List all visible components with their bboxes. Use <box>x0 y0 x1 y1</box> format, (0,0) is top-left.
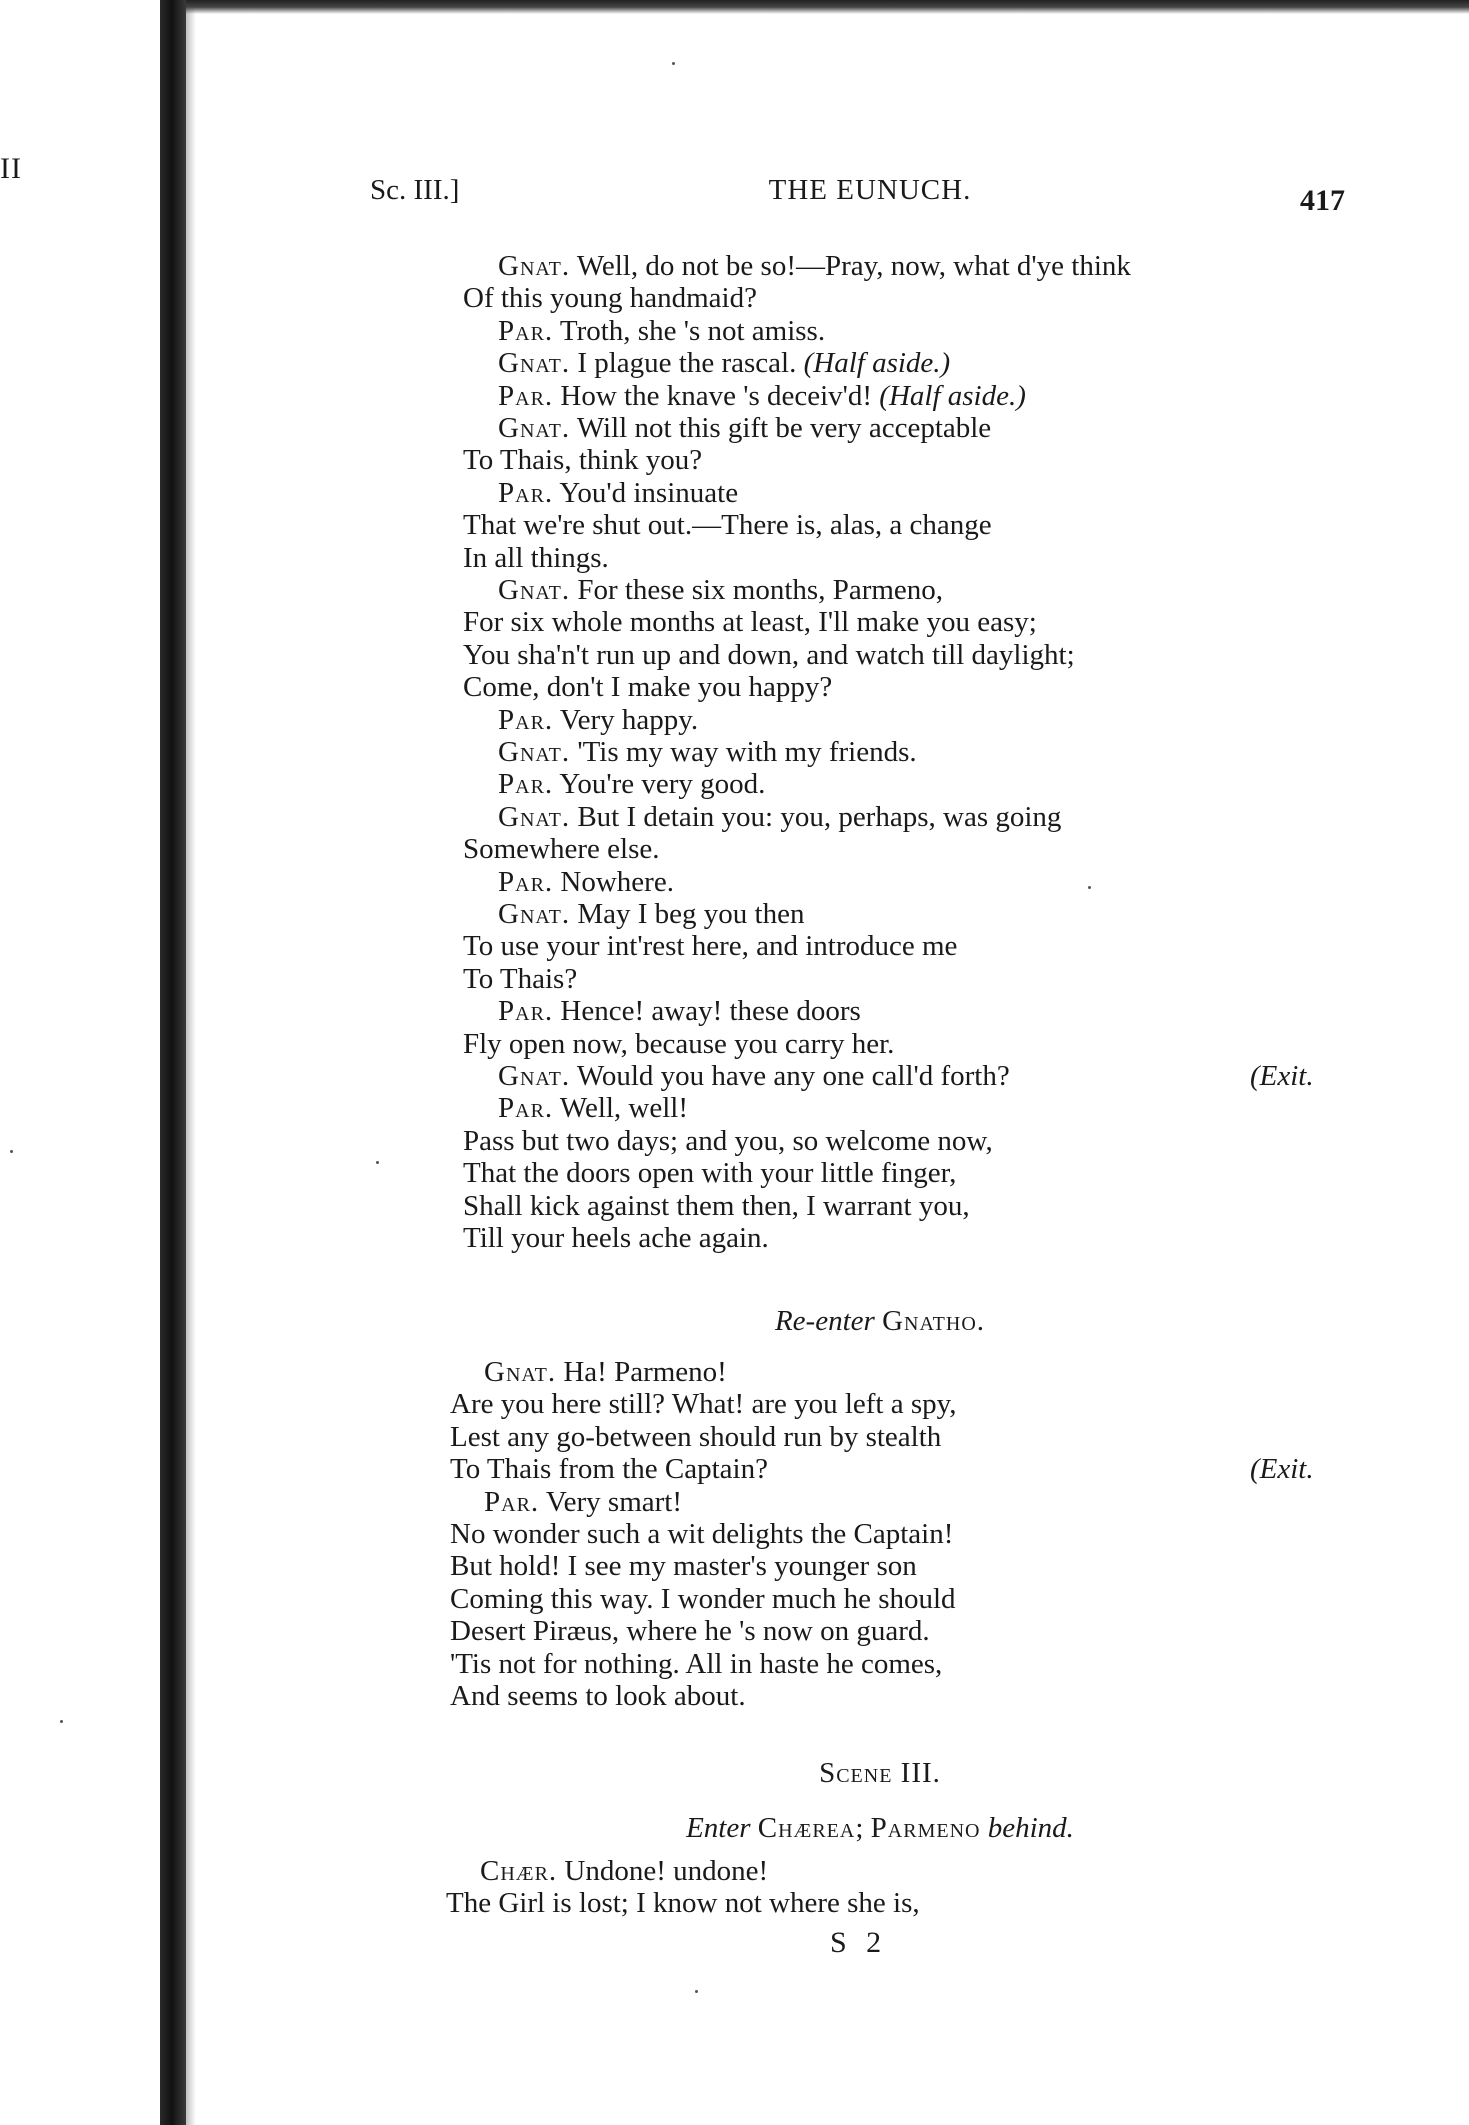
stage-aside: (Half aside.) <box>803 347 951 380</box>
line-text: Pass but two days; and you, so welcome now, <box>463 1124 993 1157</box>
line-text: Will not this gift be very acceptable <box>570 412 992 444</box>
enter-word: Enter <box>686 1812 751 1844</box>
verse-line <box>498 347 950 379</box>
line-text: You sha'n't run up and down, and watch till daylight; <box>463 638 1075 671</box>
speaker-name: Gnat. <box>498 412 571 444</box>
verse-line <box>498 574 943 606</box>
verse-line <box>450 1518 953 1550</box>
speaker-name: Par. <box>484 1485 540 1518</box>
line-text: Hence! away! these doors <box>553 995 861 1028</box>
line-text: 'Tis my way with my friends. <box>570 736 917 768</box>
line-text: I plague the rascal. <box>570 347 804 380</box>
line-text: You'd insinuate <box>553 476 739 509</box>
verse-line <box>463 1190 970 1222</box>
speaker-name: Gnat. <box>498 736 571 768</box>
speck <box>695 1990 698 1993</box>
verse-line <box>463 1222 769 1254</box>
line-text: Shall kick against them then, I warrant you, <box>463 1189 970 1222</box>
signature-mark: S 2 <box>830 1926 888 1959</box>
verse-line <box>450 1680 746 1712</box>
line-text: Very smart! <box>539 1485 682 1518</box>
line-text: The Girl is lost; I know not where she is, <box>446 1887 920 1920</box>
verse-line <box>498 704 698 736</box>
verse-line <box>498 412 991 444</box>
verse-line <box>498 1060 1010 1092</box>
verse-line <box>484 1356 727 1388</box>
margin-mark: II <box>0 152 22 185</box>
binding-gutter <box>160 0 186 2125</box>
line-text: Would you have any one call'd forth? <box>570 1060 1010 1092</box>
verse-line <box>463 282 757 314</box>
line-text: Somewhere else. <box>463 833 660 866</box>
line-text: Desert Piræus, where he 's now on guard. <box>450 1615 930 1648</box>
speaker-name: Par. <box>498 995 554 1028</box>
reenter-name: Gnatho. <box>882 1305 986 1337</box>
speck <box>60 1720 63 1723</box>
line-text: For these six months, Parmeno, <box>570 574 944 606</box>
line-text: But I detain you: you, perhaps, was going <box>570 800 1062 833</box>
verse-line <box>498 1092 688 1124</box>
verse-line <box>480 1855 768 1887</box>
line-text: In all things. <box>463 541 609 574</box>
speaker-name: Par. <box>498 703 554 736</box>
speaker-name: Gnat. <box>498 1060 571 1092</box>
speaker-name: Gnat. <box>498 250 571 282</box>
verse-line <box>498 315 825 347</box>
line-text: Undone! undone! <box>557 1855 769 1887</box>
line-text: 'Tis not for nothing. All in haste he comes, <box>450 1647 943 1680</box>
verse-line <box>463 639 1075 671</box>
speck <box>672 62 675 65</box>
verse-line <box>463 606 1037 638</box>
line-text: But hold! I see my master's younger son <box>450 1550 917 1583</box>
verse-line <box>498 801 1061 833</box>
speaker-name: Gnat. <box>498 898 571 930</box>
verse-line <box>463 444 702 476</box>
page-number: 417 <box>1300 184 1345 217</box>
verse-line <box>450 1648 942 1680</box>
line-text: Fly open now, because you carry her. <box>463 1027 895 1060</box>
line-text: How the knave 's deceiv'd! <box>553 379 880 412</box>
speaker-name: Chær. <box>480 1855 558 1887</box>
running-head-title: THE EUNUCH. <box>768 174 972 206</box>
line-text: That the doors open with your little finger, <box>463 1157 957 1190</box>
speaker-name: Gnat. <box>498 800 571 833</box>
scene-heading <box>530 1757 1230 1790</box>
speaker-name: Gnat. <box>498 347 571 380</box>
line-text: Till your heels ache again. <box>463 1222 769 1254</box>
line-text: You're very good. <box>553 768 766 801</box>
line-text: To use your int'rest here, and introduce me <box>463 930 958 963</box>
line-text: For six whole months at least, I'll make you easy; <box>463 606 1037 639</box>
line-text: Come, don't I make you happy? <box>463 671 833 704</box>
gutter-shadow <box>186 0 196 2125</box>
line-text: Well, well! <box>553 1092 689 1125</box>
line-text: To Thais from the Captain? <box>450 1453 768 1486</box>
verse-line <box>498 250 1131 282</box>
name-separator: ; <box>855 1812 871 1844</box>
speaker-name: Par. <box>498 314 554 347</box>
scene-title: Scene III. <box>819 1757 941 1789</box>
line-text: Are you here still? What! are you left a spy, <box>450 1388 957 1421</box>
verse-line <box>450 1388 957 1420</box>
line-text: That we're shut out.—There is, alas, a change <box>463 509 992 542</box>
line-text: Troth, she 's not amiss. <box>553 314 826 347</box>
speaker-name: Par. <box>498 476 554 509</box>
verse-line <box>450 1453 768 1485</box>
line-text: And seems to look about. <box>450 1680 746 1712</box>
stage-aside: (Half aside.) <box>879 379 1026 412</box>
verse-line <box>463 1125 993 1157</box>
verse-line <box>498 866 674 898</box>
character-2: Parmeno <box>870 1812 981 1844</box>
line-text: No wonder such a wit delights the Captain! <box>450 1518 954 1550</box>
verse-line <box>498 898 804 930</box>
line-text: Ha! Parmeno! <box>556 1356 727 1388</box>
verse-line <box>450 1421 941 1453</box>
verse-line <box>484 1486 682 1518</box>
line-text: Well, do not be so!—Pray, now, what d'ye think <box>570 250 1131 282</box>
speaker-name: Gnat. <box>498 574 571 606</box>
stage-direction-reenter <box>530 1305 1230 1338</box>
verse-line <box>498 995 861 1027</box>
speaker-name: Par. <box>498 1092 554 1125</box>
speaker-name: Par. <box>498 768 554 801</box>
scene-entry-direction <box>530 1812 1230 1845</box>
behind-word: behind. <box>987 1812 1074 1844</box>
verse-line <box>498 736 917 768</box>
speaker-name: Par. <box>498 865 554 898</box>
verse-line <box>450 1583 956 1615</box>
line-text: To Thais? <box>463 962 578 995</box>
line-text: To Thais, think you? <box>463 444 703 477</box>
exit-direction: (Exit. <box>1250 1060 1314 1092</box>
verse-line <box>450 1550 917 1582</box>
verse-line <box>446 1887 920 1919</box>
verse-line <box>498 768 765 800</box>
speaker-name: Par. <box>498 379 554 412</box>
verse-line <box>498 380 1026 412</box>
verse-line <box>463 833 660 865</box>
line-text: Nowhere. <box>553 865 674 898</box>
character-1: Chærea <box>757 1812 856 1844</box>
line-text: May I beg you then <box>570 898 805 930</box>
exit-direction: (Exit. <box>1250 1453 1314 1486</box>
speck <box>376 1161 379 1164</box>
line-text: Lest any go-between should run by stealth <box>450 1420 942 1453</box>
line-text: Of this young handmaid? <box>463 282 757 315</box>
verse-line <box>463 542 609 574</box>
speck <box>1088 886 1091 889</box>
verse-line <box>463 509 992 541</box>
top-edge <box>186 0 1469 14</box>
line-text: Very happy. <box>553 703 699 736</box>
verse-line <box>463 671 832 703</box>
reenter-direction: Re-enter <box>774 1305 875 1337</box>
verse-line <box>463 930 957 962</box>
verse-line <box>463 1157 956 1189</box>
verse-line <box>498 477 738 509</box>
verse-line <box>450 1615 930 1647</box>
verse-line <box>463 963 577 995</box>
line-text: Coming this way. I wonder much he should <box>450 1582 956 1615</box>
speck <box>10 1150 13 1153</box>
speaker-name: Gnat. <box>484 1356 557 1388</box>
verse-line <box>463 1028 894 1060</box>
running-head-section: Sc. III.] <box>370 174 460 206</box>
